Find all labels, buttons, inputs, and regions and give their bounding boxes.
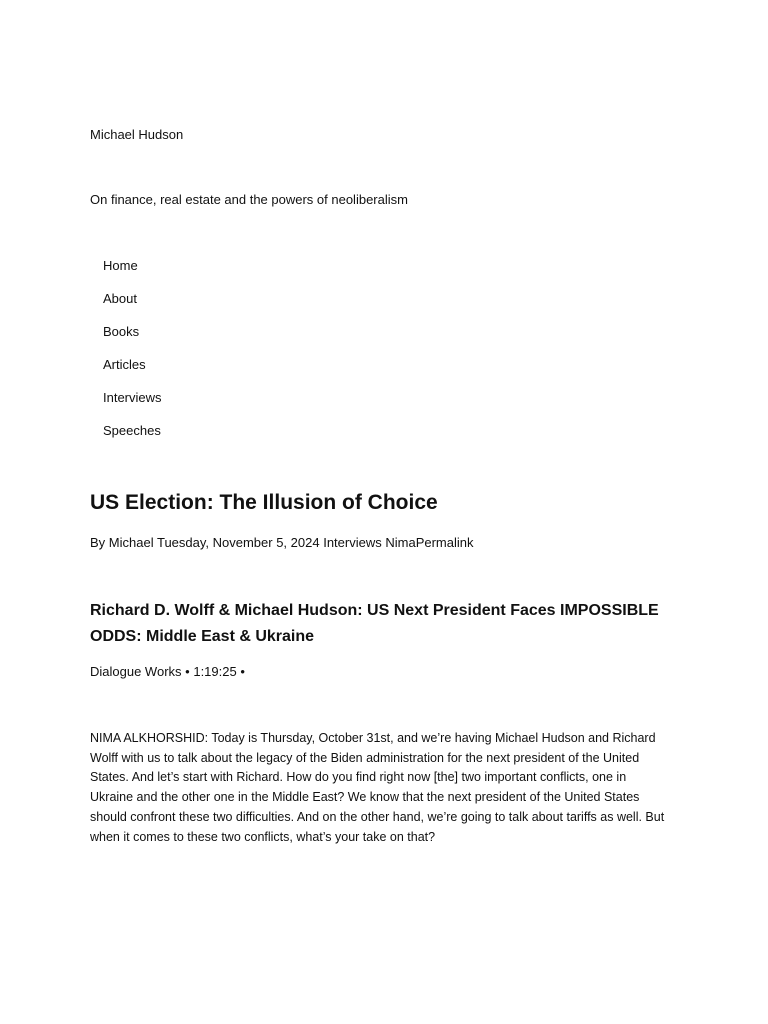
nav-item-about [103, 290, 162, 323]
video-channel: Dialogue Works [90, 664, 182, 679]
nav-link-about[interactable]: About [103, 291, 137, 306]
nav-link-articles[interactable]: Articles [103, 357, 146, 372]
site-title-link[interactable]: Michael Hudson [90, 127, 184, 142]
nav-item-speeches [103, 422, 162, 455]
video-title: Richard D. Wolff & Michael Hudson: US Next President Faces IMPOSSIBLE ODDS: Middle East & Ukraine [90, 602, 659, 645]
nav-link-interviews[interactable]: Interviews [103, 390, 162, 405]
nav-item-home [103, 257, 162, 290]
nav-link-speeches[interactable]: Speeches [103, 423, 161, 438]
post-permalink[interactable]: Permalink [415, 535, 474, 550]
post-tag-link[interactable]: Nima [385, 535, 416, 550]
nav-item-books [103, 323, 162, 356]
video-duration: 1:19:25 [193, 664, 237, 679]
nav-item-articles [103, 356, 162, 389]
post-author-link[interactable]: Michael [108, 535, 154, 550]
nav-link-books[interactable]: Books [103, 324, 140, 339]
post-category-link[interactable]: Interviews [323, 535, 382, 550]
video-separator: • [185, 664, 190, 679]
post-title: US Election: The Illusion of Choice [90, 491, 438, 514]
main-nav [103, 257, 162, 455]
video-separator-trailing: • [240, 664, 245, 679]
site-tagline: On finance, real estate and the powers of neoliberalism [90, 192, 408, 207]
post-date: Tuesday, November 5, 2024 [156, 535, 320, 550]
video-meta [90, 663, 245, 681]
post-byline-prefix: By [90, 535, 106, 550]
nav-link-home[interactable]: Home [103, 258, 138, 273]
transcript-paragraph: NIMA ALKHORSHID: Today is Thursday, October 31st, and we’re having Michael Hudson and Richard Wolff with us to talk about the legacy of the Biden administration for the next president of the United States. And let’s start with Richard. How do you find right now [the] two important conflicts, one in Ukraine and the other one in the Middle East? We know that the next president of the United States should confront these two difficulties. And on the other hand, we’re going to talk about tariffs as well. But when it comes to these two conflicts, what’s your take on that? [90, 731, 665, 844]
post-meta [90, 534, 474, 552]
nav-item-interviews [103, 389, 162, 422]
